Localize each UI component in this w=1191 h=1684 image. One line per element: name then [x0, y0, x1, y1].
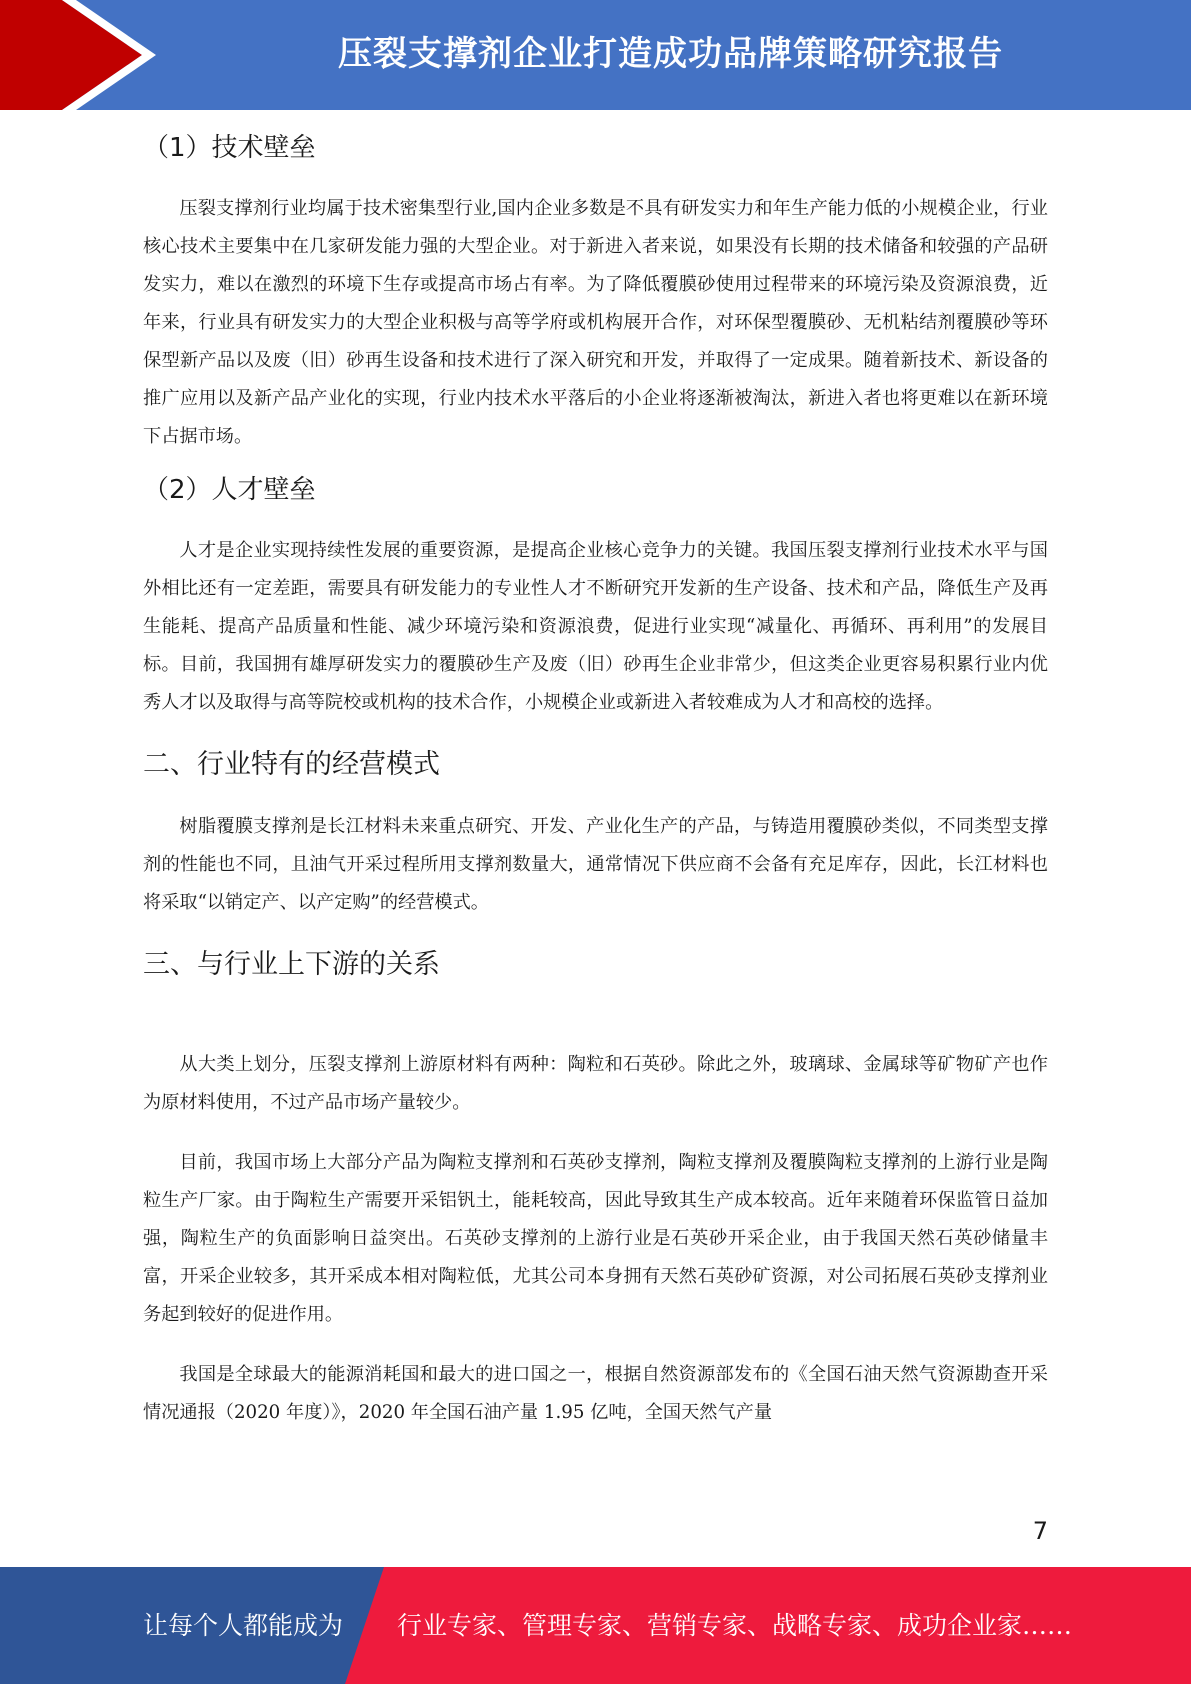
report-title: 压裂支撑剂企业打造成功品牌策略研究报告 — [338, 34, 1003, 74]
footer-band — [0, 1567, 1191, 1684]
paragraph-upstream-1: 从大类上划分，压裂支撑剂上游原材料有两种：陶粒和石英砂。除此之外，玻璃球、金属球等矿物矿产也作为原材料使用，不过产品市场产量较少。 — [143, 1054, 1048, 1113]
paragraph-talent-barrier: 人才是企业实现持续性发展的重要资源，是提高企业核心竞争力的关键。我国压裂支撑剂行业技术水平与国外相比还有一定差距，需要具有研发能力的专业性人才不断研究开发新的生产设备、技术和产品，降低生产及再生能耗、提高产品质量和性能、减少环境污染和资源浪费，促进行业实现“减量化、再循环、再利用”的发展目标。目前，我国拥有雄厚研发实力的覆膜砂生产及废（旧）砂再生企业非常少，但这类企业更容易积累行业内优秀人才以及取得与高等院校或机构的技术合作，小规模企业或新进入者较难成为人才和高校的选择。 — [143, 540, 1048, 713]
document-body — [143, 118, 1048, 1432]
paragraph-upstream-3: 我国是全球最大的能源消耗国和最大的进口国之一，根据自然资源部发布的《全国石油天然气资源勘查开采情况通报（2020 年度）》，2020 年全国石油产量 1.95 亿吨，全国天然气产量 — [143, 1364, 1048, 1423]
paragraph-tech-barrier: 压裂支撑剂行业均属于技术密集型行业,国内企业多数是不具有研发实力和年生产能力低的小规模企业，行业核心技术主要集中在几家研发能力强的大型企业。对于新进入者来说，如果没有长期的技术储备和较强的产品研发实力，难以在激烈的环境下生存或提高市场占有率。为了降低覆膜砂使用过程带来的环境污染及资源浪费，近年来，行业具有研发实力的大型企业积极与高等学府或机构展开合作，对环保型覆膜砂、无机粘结剂覆膜砂等环保型新产品以及废（旧）砂再生设备和技术进行了深入研究和开发，并取得了一定成果。随着新技术、新设备的推广应用以及新产品产业化的实现，行业内技术水平落后的小企业将逐渐被淘汰，新进入者也将更难以在新环境下占据市场。 — [143, 198, 1048, 447]
header-band — [0, 0, 1191, 110]
heading-upstream-downstream: 三、与行业上下游的关系 — [143, 949, 440, 980]
heading-business-model: 二、行业特有的经营模式 — [143, 749, 440, 780]
paragraph-upstream-2: 目前，我国市场上大部分产品为陶粒支撑剂和石英砂支撑剂，陶粒支撑剂及覆膜陶粒支撑剂的上游行业是陶粒生产厂家。由于陶粒生产需要开采铝钒土，能耗较高，因此导致其生产成本较高。近年来随着环保监管日益加强，陶粒生产的负面影响日益突出。石英砂支撑剂的上游行业是石英砂开采企业，由于我国天然石英砂储量丰富，开采企业较多，其开采成本相对陶粒低，尤其公司本身拥有天然石英砂矿资源，对公司拓展石英砂支撑剂业务起到较好的促进作用。 — [143, 1152, 1048, 1325]
page-number: 7 — [1032, 1517, 1048, 1545]
header-chevron-shape — [0, 0, 160, 110]
heading-talent-barrier: （2）人才壁垒 — [143, 475, 316, 505]
footer-slogan-left: 让每个人都能成为 — [143, 1611, 344, 1640]
heading-tech-barrier: （1）技术壁垒 — [143, 133, 316, 163]
paragraph-business-model: 树脂覆膜支撑剂是长江材料未来重点研究、开发、产业化生产的产品，与铸造用覆膜砂类似，不同类型支撑剂的性能也不同，且油气开采过程所用支撑剂数量大，通常情况下供应商不会备有充足库存，因此，长江材料也将采取“以销定产、以产定购”的经营模式。 — [143, 816, 1048, 913]
footer-slogan-right: 行业专家、管理专家、营销专家、战略专家、成功企业家…… — [397, 1611, 1073, 1640]
